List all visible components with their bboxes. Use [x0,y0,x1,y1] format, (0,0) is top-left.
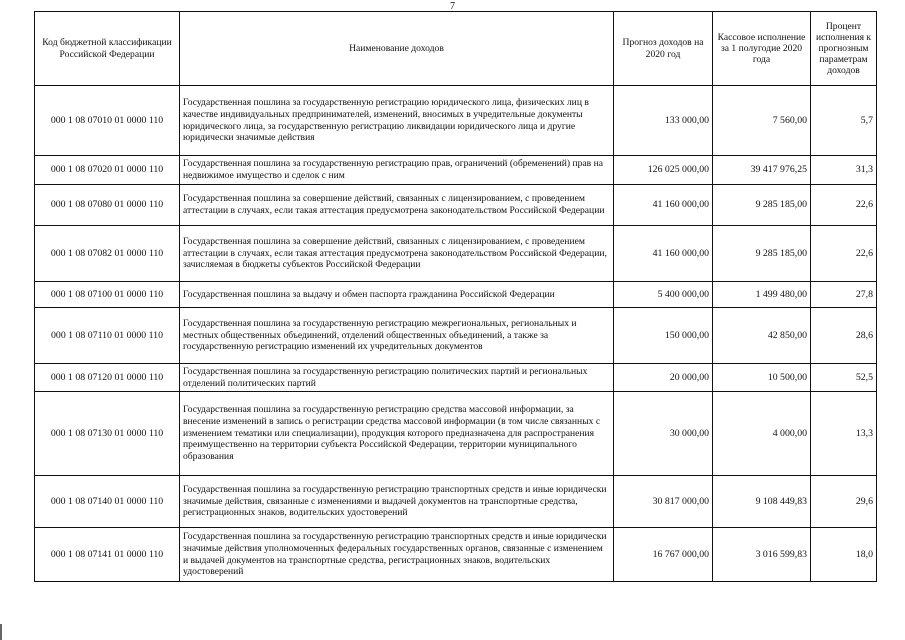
row-forecast: 41 160 000,00 [614,185,713,226]
row-percent: 13,3 [811,392,877,476]
row-code: 000 1 08 07141 01 0000 110 [35,528,180,582]
row-code: 000 1 08 07120 01 0000 110 [35,364,180,392]
row-name: Государственная пошлина за совершение действий, связанных с лицензированием, с проведением аттестации в случаях, если такая аттестация предусмотрена законодательством Российской Федерации [180,185,614,226]
row-percent: 22,6 [811,226,877,282]
header-forecast: Прогноз доходов на 2020 год [614,12,713,86]
row-code: 000 1 08 07020 01 0000 110 [35,156,180,185]
row-name: Государственная пошлина за совершение действий, связанных с лицензированием, с проведением аттестации в случаях, если такая аттестация предусмотрена законодательством Российской Федерации, зачисляемая в бюджеты субъектов Российской Федерации [180,226,614,282]
row-name: Государственная пошлина за государственную регистрацию средства массовой информации, за внесение изменений в запись о регистрации средства массовой информации (в том числе связанных с изменением тематики или специализации), продукция которого предназначена для распространения преимущественно на территории субъекта Российской Федерации, территории муниципального образования [180,392,614,476]
row-percent: 29,6 [811,476,877,528]
row-executed: 7 560,00 [713,86,811,156]
row-percent: 5,7 [811,86,877,156]
row-percent: 18,0 [811,528,877,582]
row-code: 000 1 08 07010 01 0000 110 [35,86,180,156]
row-forecast: 150 000,00 [614,308,713,364]
header-executed: Кассовое исполнение за 1 полугодие 2020 года [713,12,811,86]
row-name: Государственная пошлина за государственную регистрацию прав, ограничений (обременений) прав на недвижимое имущество и сделок с ним [180,156,614,185]
row-name: Государственная пошлина за государственную регистрацию межрегиональных, региональных и местных общественных объединений, отделений общественных объединений, а также за государственную регистрацию изменений их учредительных документов [180,308,614,364]
row-executed: 4 000,00 [713,392,811,476]
row-forecast: 16 767 000,00 [614,528,713,582]
row-code: 000 1 08 07080 01 0000 110 [35,185,180,226]
row-executed: 9 285 185,00 [713,226,811,282]
row-name: Государственная пошлина за выдачу и обмен паспорта гражданина Российской Федерации [180,282,614,308]
row-name: Государственная пошлина за государственную регистрацию политических партий и региональных отделений политических партий [180,364,614,392]
row-code: 000 1 08 07130 01 0000 110 [35,392,180,476]
row-executed: 1 499 480,00 [713,282,811,308]
row-executed: 10 500,00 [713,364,811,392]
table-row [35,392,877,476]
row-forecast: 126 025 000,00 [614,156,713,185]
row-code: 000 1 08 07100 01 0000 110 [35,282,180,308]
header-code: Код бюджетной классификации Российской Федерации [35,12,180,86]
row-forecast: 41 160 000,00 [614,226,713,282]
table-row [35,282,877,308]
row-percent: 31,3 [811,156,877,185]
page-number: 7 [450,1,455,12]
row-forecast: 133 000,00 [614,86,713,156]
header-percent: Процент исполнения к прогнозным параметрам доходов [811,12,877,86]
table-row [35,156,877,185]
table-row [35,364,877,392]
row-forecast: 5 400 000,00 [614,282,713,308]
row-percent: 27,8 [811,282,877,308]
row-name: Государственная пошлина за государственную регистрацию юридического лица, физических лиц в качестве индивидуальных предпринимателей, изменений, вносимых в учредительные документы юридического лица, за государственную регистрацию ликвидации юридического лица и другие юридически значимые действия [180,86,614,156]
table-row [35,185,877,226]
row-name: Государственная пошлина за государственную регистрацию транспортных средств и иные юридически значимые действия, связанные с изменениями и выдачей документов на транспортные средства, регистрационных знаков, водительских удостоверений [180,476,614,528]
table-row [35,476,877,528]
row-percent: 28,6 [811,308,877,364]
table-header-row [35,12,877,86]
scan-edge-mark [0,624,2,640]
row-forecast: 20 000,00 [614,364,713,392]
row-code: 000 1 08 07110 01 0000 110 [35,308,180,364]
row-executed: 9 108 449,83 [713,476,811,528]
row-forecast: 30 817 000,00 [614,476,713,528]
header-name: Наименование доходов [180,12,614,86]
row-forecast: 30 000,00 [614,392,713,476]
row-executed: 9 285 185,00 [713,185,811,226]
row-executed: 3 016 599,83 [713,528,811,582]
table-row [35,528,877,582]
row-name: Государственная пошлина за государственную регистрацию транспортных средств и иные юридически значимые действия уполномоченных федеральных государственных органов, связанные с изменением и выдачей документов на транспортные средства, регистрационных знаков, водительских удостоверений [180,528,614,582]
row-code: 000 1 08 07082 01 0000 110 [35,226,180,282]
row-code: 000 1 08 07140 01 0000 110 [35,476,180,528]
row-executed: 42 850,00 [713,308,811,364]
revenue-table [34,11,877,582]
table-row [35,226,877,282]
table-row [35,308,877,364]
table-row [35,86,877,156]
row-executed: 39 417 976,25 [713,156,811,185]
row-percent: 52,5 [811,364,877,392]
row-percent: 22,6 [811,185,877,226]
